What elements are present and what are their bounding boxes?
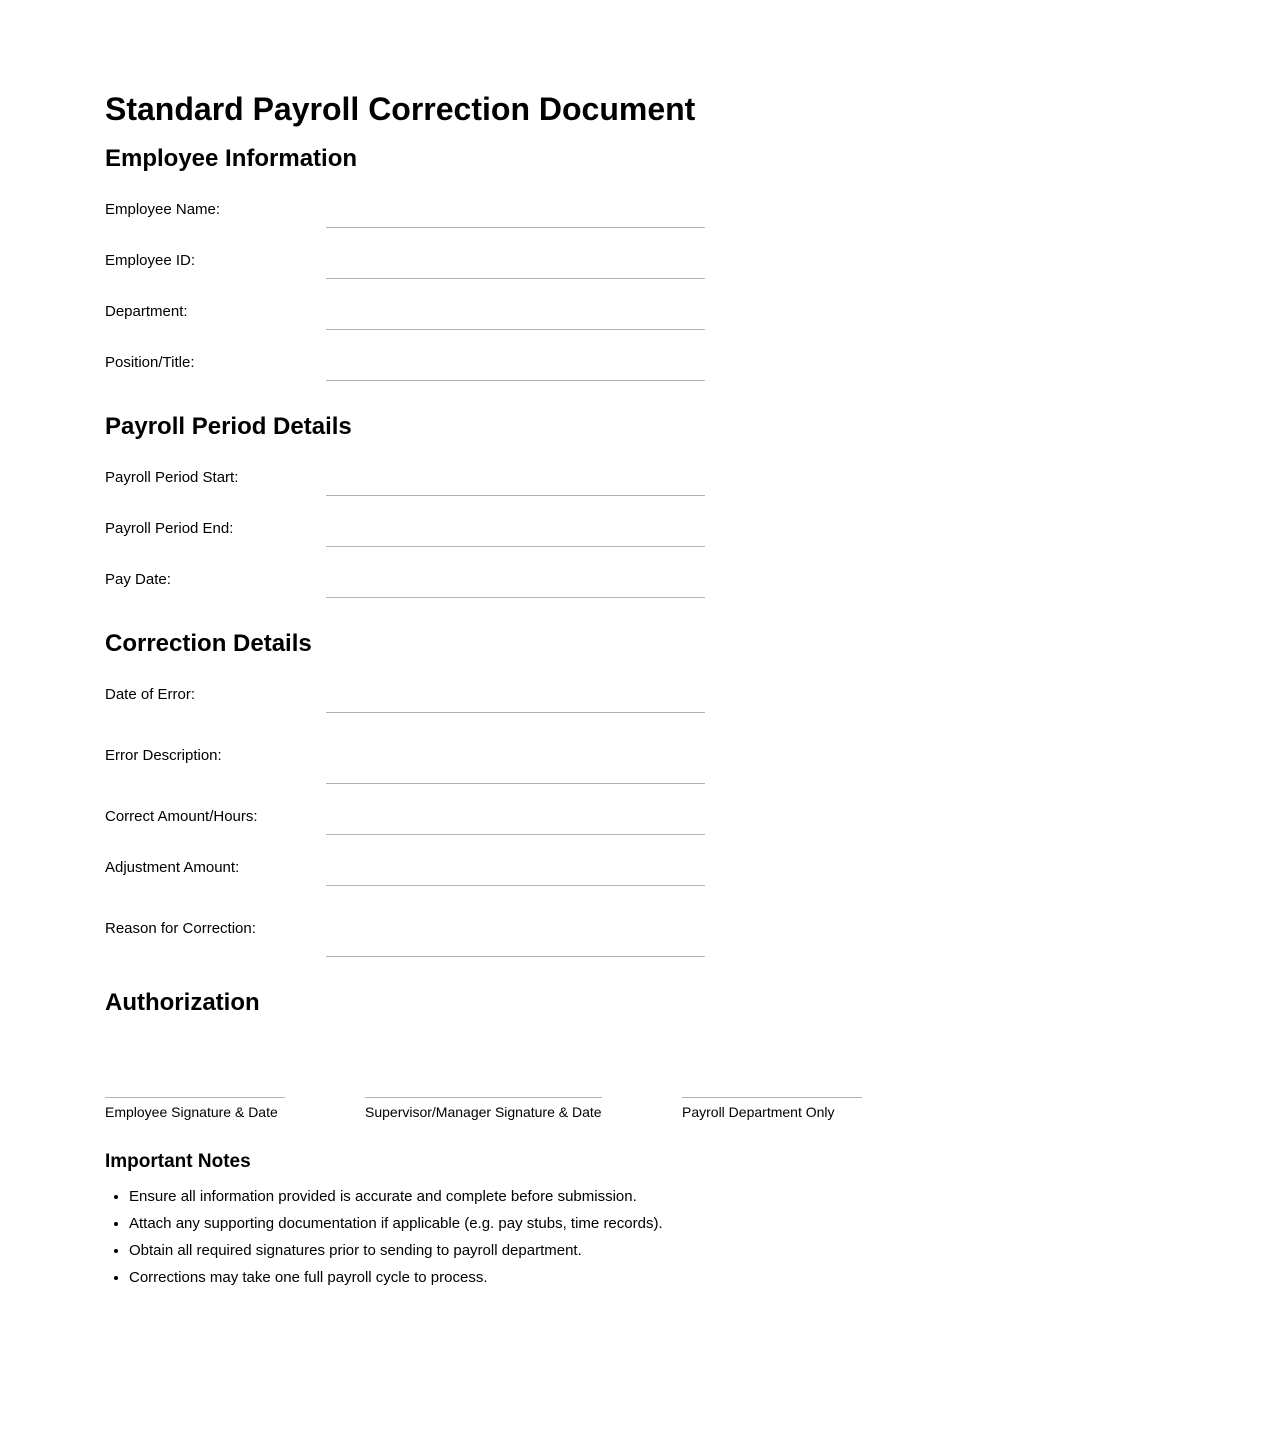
correct-amount-hours-field[interactable]: [326, 834, 705, 835]
payroll-period-start-field[interactable]: [326, 495, 705, 496]
supervisor-signature-block: [365, 1097, 602, 1121]
supervisor-signature-line[interactable]: [365, 1097, 602, 1098]
date-of-error-field[interactable]: [326, 712, 705, 713]
note-item: • Obtain all required signatures prior to sending to payroll department.: [129, 1242, 663, 1260]
note-item: • Attach any supporting documentation if applicable (e.g. pay stubs, time records).: [129, 1215, 663, 1233]
section-heading-correction-details: Correction Details: [105, 630, 312, 657]
note-item: • Corrections may take one full payroll cycle to process.: [129, 1269, 663, 1287]
employee-name-label: Employee Name:: [105, 201, 221, 218]
reason-for-correction-label: Reason for Correction:: [105, 920, 256, 937]
position-title-field[interactable]: [326, 380, 705, 381]
employee-id-label: Employee ID:: [105, 252, 196, 269]
correct-amount-hours-label: Correct Amount/Hours:: [105, 808, 258, 825]
department-field[interactable]: [326, 329, 705, 330]
section-heading-payroll-period-details: Payroll Period Details: [105, 413, 352, 440]
error-description-label: Error Description:: [105, 747, 222, 764]
error-description-field[interactable]: [326, 783, 705, 784]
payroll-department-label: Payroll Department Only: [682, 1104, 835, 1120]
date-of-error-label: Date of Error:: [105, 686, 196, 703]
employee-signature-line[interactable]: [105, 1097, 285, 1098]
position-title-label: Position/Title:: [105, 354, 195, 371]
supervisor-signature-label: Supervisor/Manager Signature & Date: [365, 1104, 602, 1120]
payroll-department-line[interactable]: [682, 1097, 862, 1098]
payroll-period-end-field[interactable]: [326, 546, 705, 547]
payroll-period-start-label: Payroll Period Start:: [105, 469, 239, 486]
adjustment-amount-label: Adjustment Amount:: [105, 859, 240, 876]
employee-signature-label: Employee Signature & Date: [105, 1104, 278, 1120]
reason-for-correction-field[interactable]: [326, 956, 705, 957]
employee-signature-block: [105, 1097, 285, 1121]
important-notes-heading: Important Notes: [105, 1151, 251, 1172]
document-title: Standard Payroll Correction Document: [105, 91, 696, 127]
note-item: • Ensure all information provided is accurate and complete before submission.: [129, 1188, 663, 1206]
section-heading-employee-information: Employee Information: [105, 145, 358, 172]
pay-date-label: Pay Date:: [105, 571, 171, 588]
pay-date-field[interactable]: [326, 597, 705, 598]
payroll-department-block: [682, 1097, 862, 1121]
employee-id-field[interactable]: [326, 278, 705, 279]
adjustment-amount-field[interactable]: [326, 885, 705, 886]
department-label: Department:: [105, 303, 188, 320]
section-heading-authorization: Authorization: [105, 989, 260, 1016]
important-notes-list: [105, 1188, 663, 1296]
employee-name-field[interactable]: [326, 227, 705, 228]
payroll-period-end-label: Payroll Period End:: [105, 520, 234, 537]
